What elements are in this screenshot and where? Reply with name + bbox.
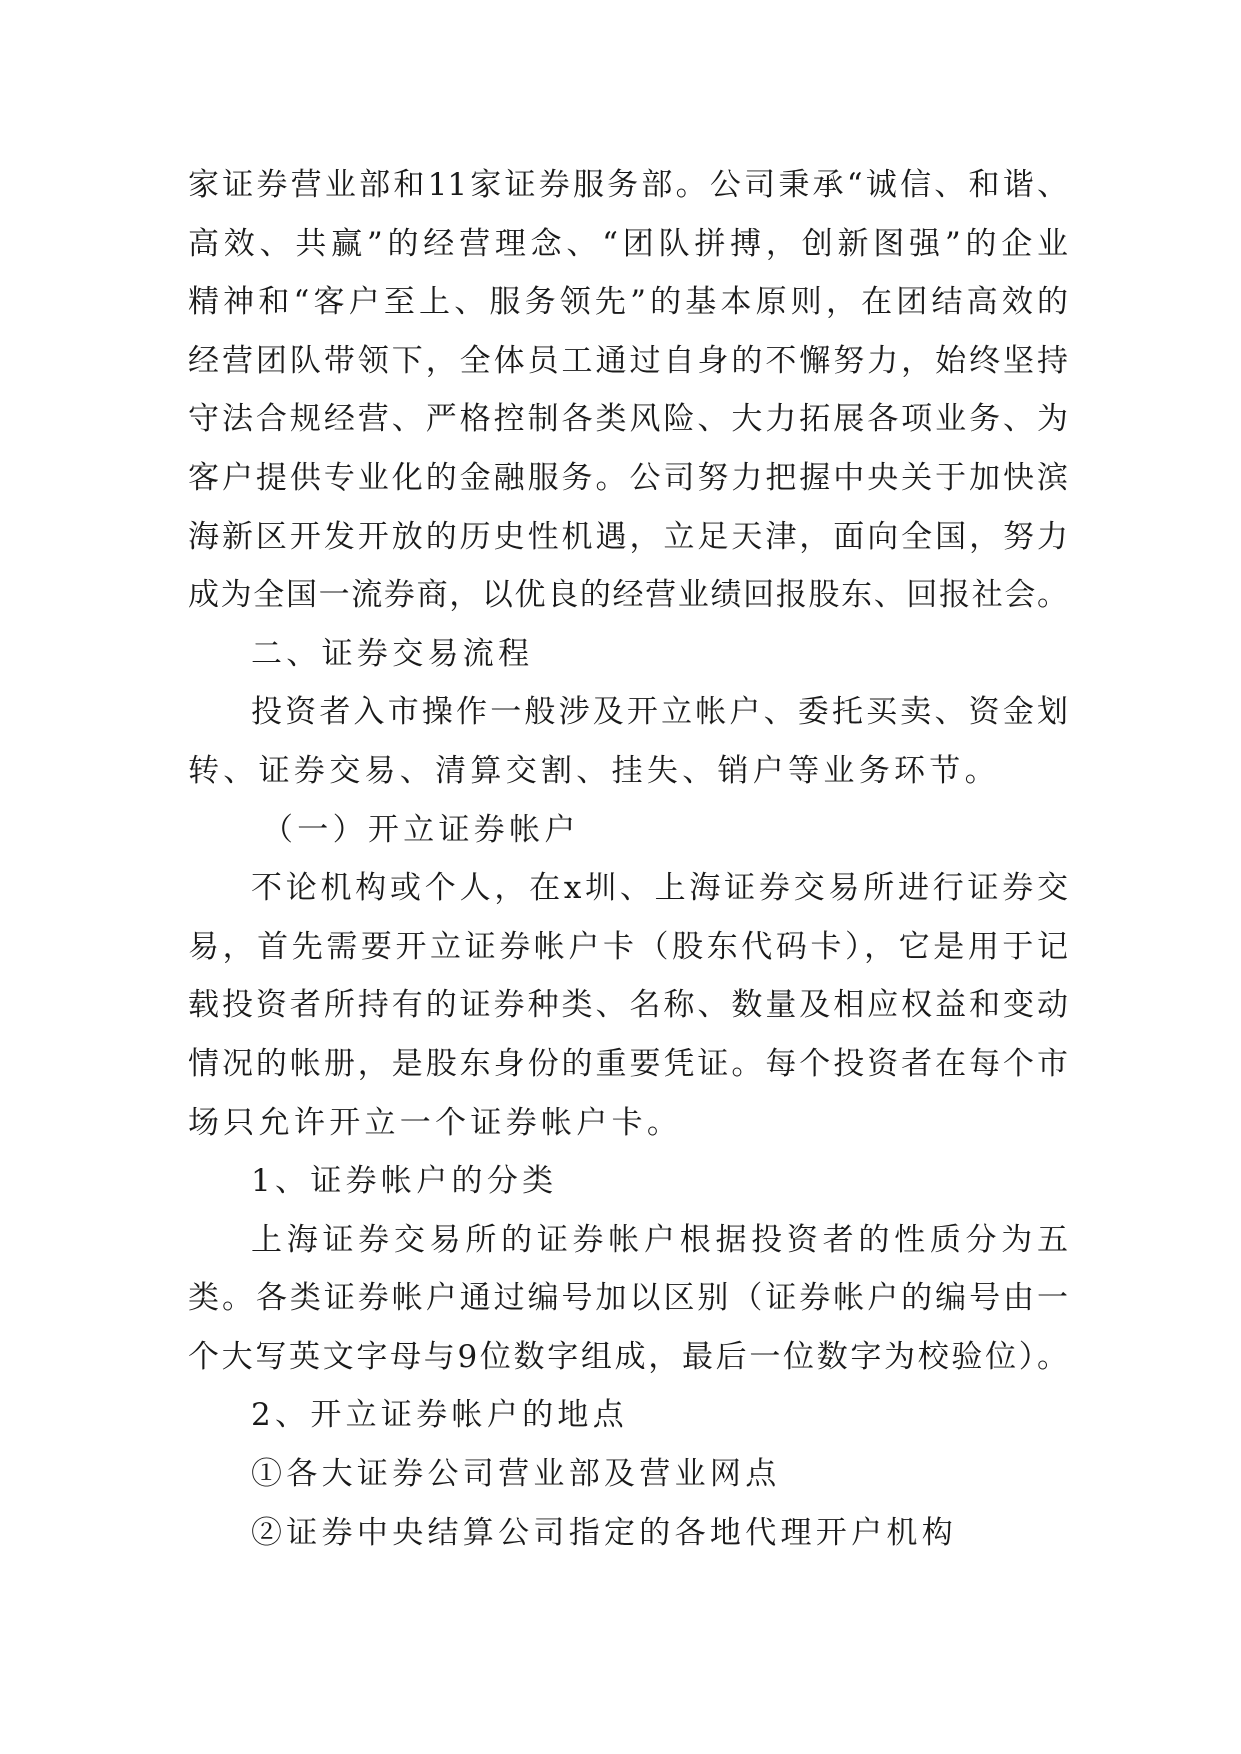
paragraph-line: 投资者入市操作一般涉及开立帐户、委托买卖、资金划 xyxy=(251,694,1068,731)
paragraph-line: 个大写英文字母与9位数字组成，最后一位数字为校验位）。 xyxy=(188,1338,1068,1375)
subsection-heading: （一）开立证券帐户 xyxy=(262,811,580,848)
paragraph-line: 海新区开发开放的历史性机遇，立足天津，面向全国，努力 xyxy=(188,518,1068,555)
paragraph-line: 情况的帐册，是股东身份的重要凭证。每个投资者在每个市 xyxy=(188,1045,1068,1082)
paragraph-line: 类。各类证券帐户通过编号加以区别（证券帐户的编号由一 xyxy=(188,1280,1068,1317)
paragraph-line: 不论机构或个人，在x圳、上海证券交易所进行证券交 xyxy=(251,870,1068,907)
paragraph-line: 上海证券交易所的证券帐户根据投资者的性质分为五 xyxy=(251,1221,1068,1258)
paragraph-line: 经营团队带领下，全体员工通过自身的不懈努力，始终坚持 xyxy=(188,342,1068,379)
paragraph-line: 转、证券交易、清算交割、挂失、销户等业务环节。 xyxy=(188,752,1000,789)
list-item: ①各大证券公司营业部及营业网点 xyxy=(251,1456,781,1493)
paragraph-line: 成为全国一流券商，以优良的经营业绩回报股东、回报社会。 xyxy=(188,577,1068,614)
paragraph-line: 载投资者所持有的证券种类、名称、数量及相应权益和变动 xyxy=(188,987,1068,1024)
paragraph-line: 场只允许开立一个证券帐户卡。 xyxy=(188,1104,683,1141)
item-heading: 2、开立证券帐户的地点 xyxy=(251,1397,629,1434)
paragraph-line: 客户提供专业化的金融服务。公司努力把握中央关于加快滨 xyxy=(188,459,1068,496)
paragraph-line: 高效、共赢”的经营理念、“团队拼搏，创新图强”的企业 xyxy=(188,225,1068,262)
paragraph-line: 守法合规经营、严格控制各类风险、大力拓展各项业务、为 xyxy=(188,401,1068,438)
item-heading: 1、证券帐户的分类 xyxy=(251,1163,558,1200)
section-heading: 二、证券交易流程 xyxy=(251,635,534,672)
paragraph-line: 精神和“客户至上、服务领先”的基本原则，在团结高效的 xyxy=(188,284,1068,321)
paragraph-line: 易，首先需要开立证券帐户卡（股东代码卡），它是用于记 xyxy=(188,928,1068,965)
body-text xyxy=(188,156,1068,1562)
paragraph-line: 家证券营业部和11家证券服务部。公司秉承“诚信、和谐、 xyxy=(188,167,1068,203)
list-item: ②证券中央结算公司指定的各地代理开户机构 xyxy=(251,1514,957,1551)
